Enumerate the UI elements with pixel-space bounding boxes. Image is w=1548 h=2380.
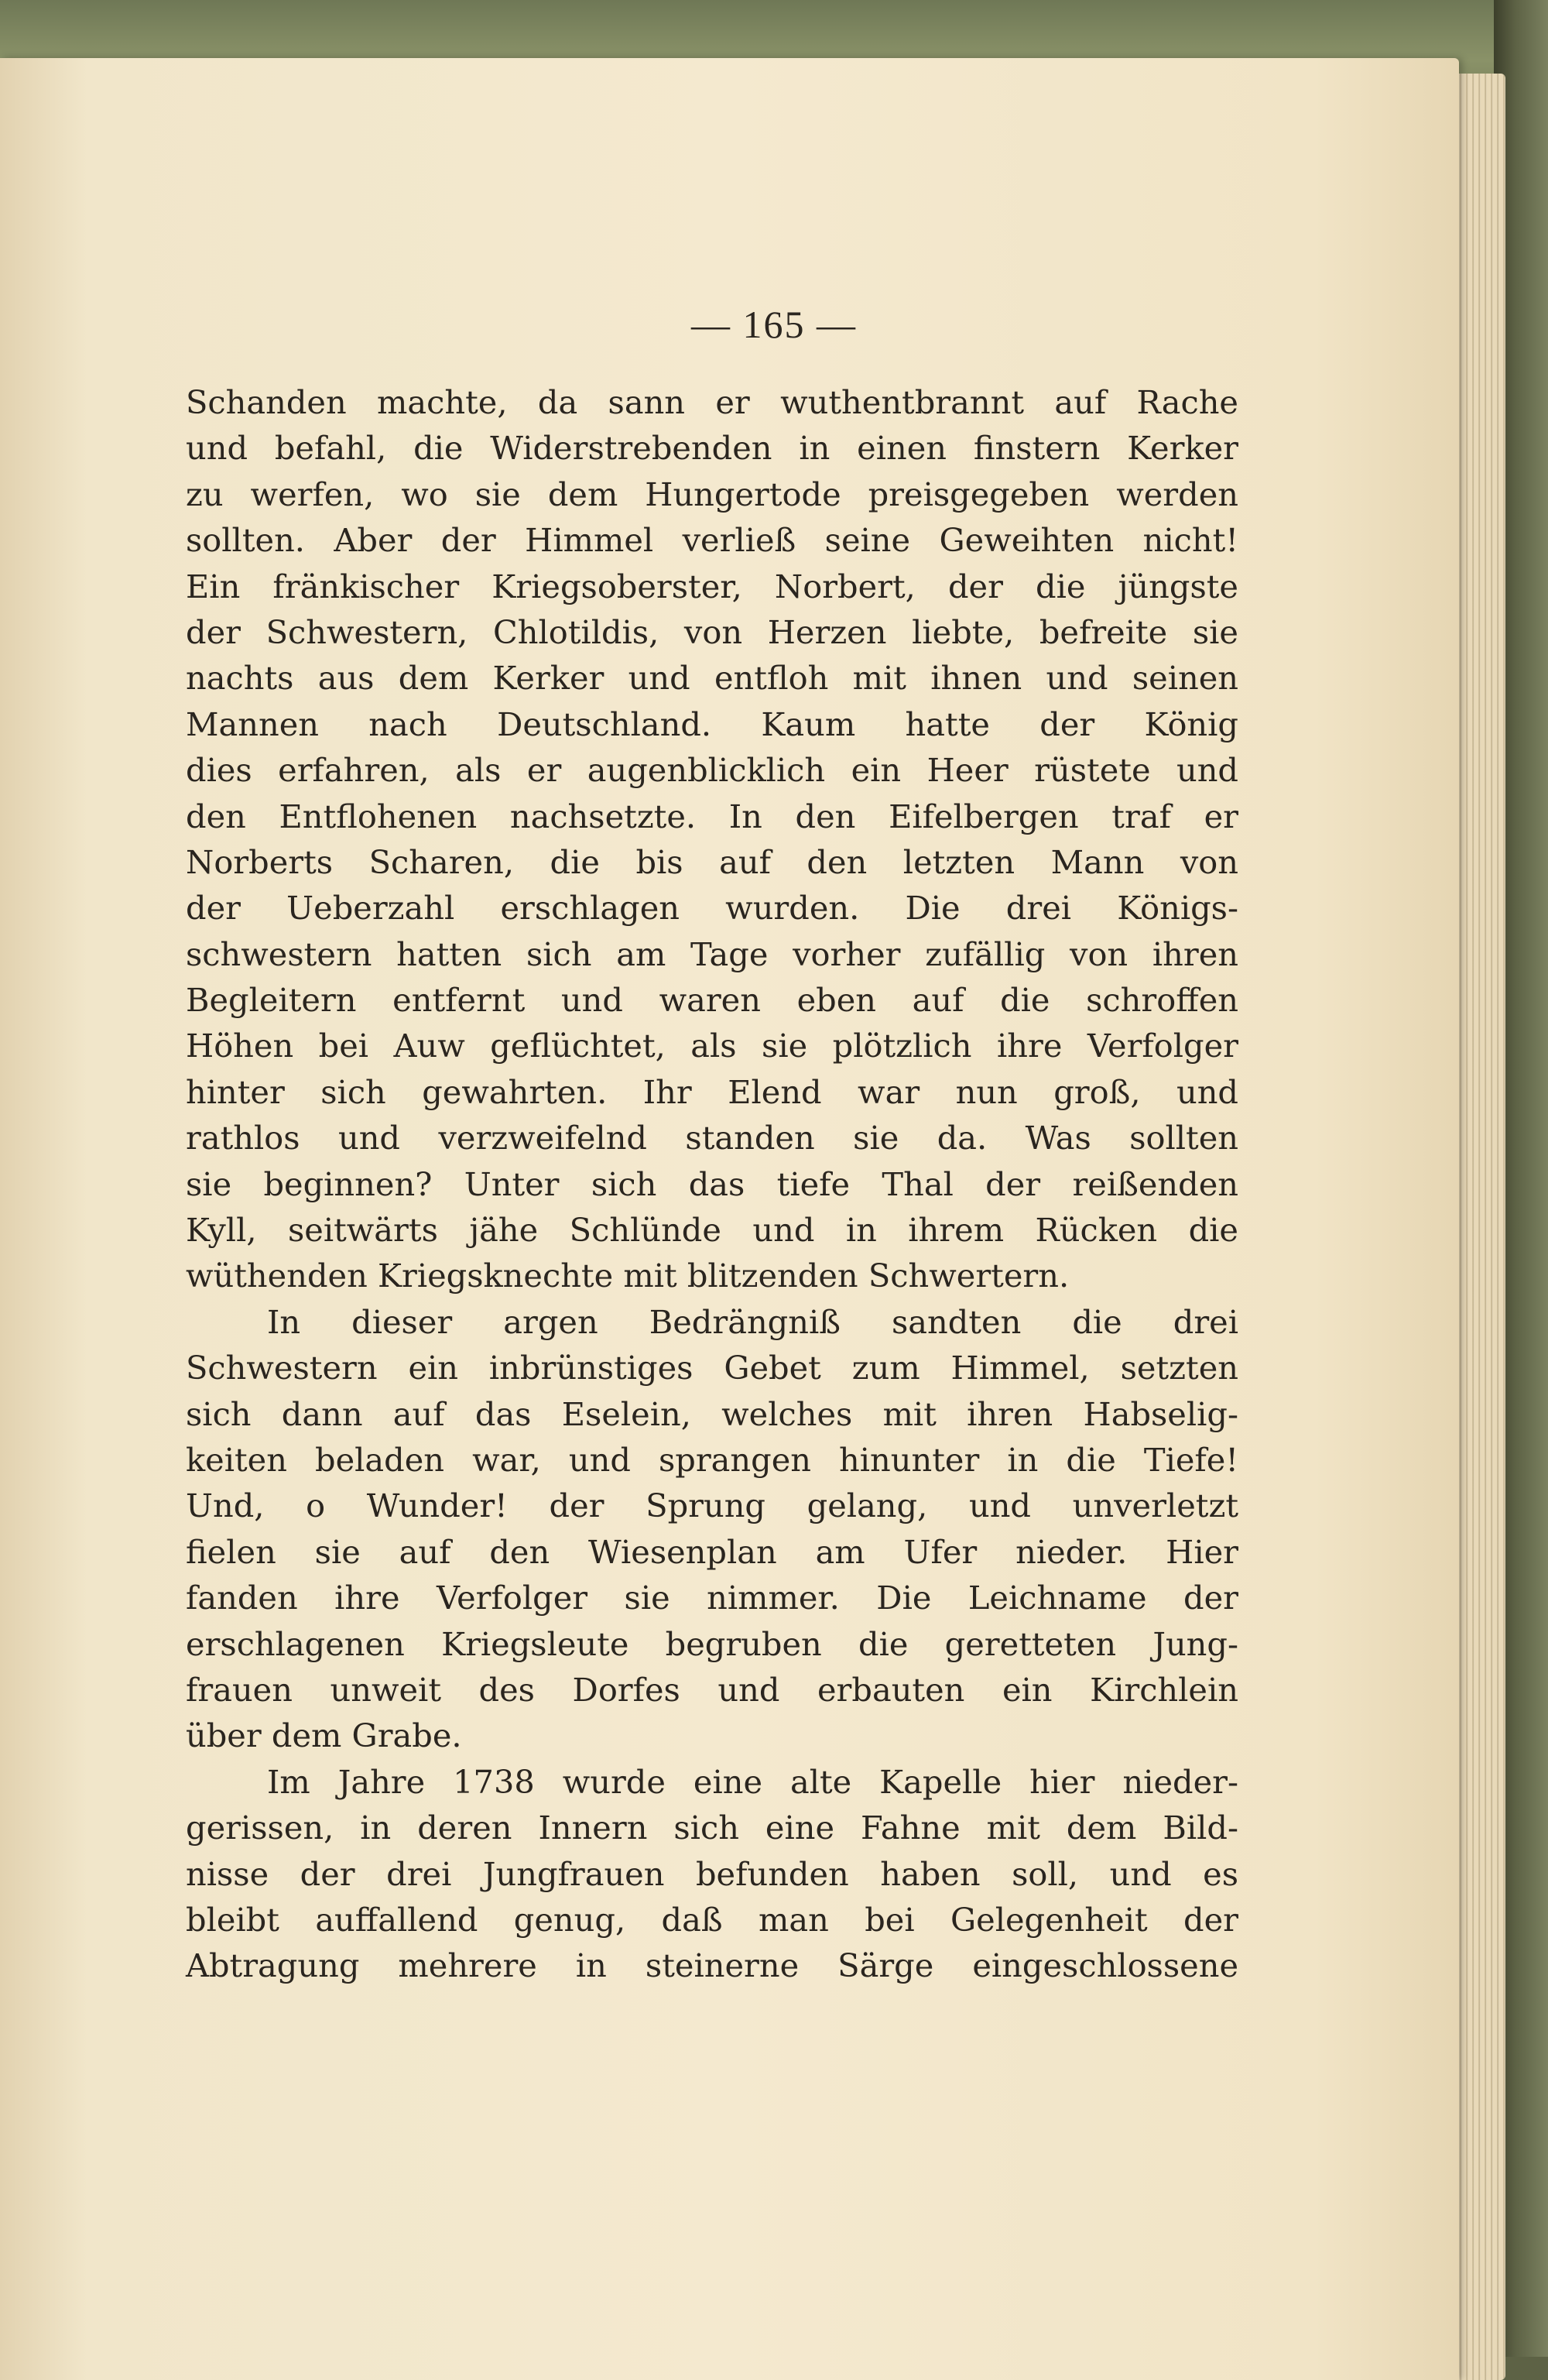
text-line: dies erfahren, als er augenblicklich ein Heer rüstete und xyxy=(186,751,1238,790)
text-line: zu werfen, wo sie dem Hungertode preisgegeben werden xyxy=(186,475,1238,513)
text-line: Mannen nach Deutschland. Kaum hatte der König xyxy=(186,705,1238,743)
text-line: und befahl, die Widerstrebenden in einen finstern Kerker xyxy=(186,429,1238,468)
text-line: sich dann auf das Eselein, welches mit ihren Habselig- xyxy=(186,1394,1238,1433)
text-line: Und, o Wunder! der Sprung gelang, und unverletzt xyxy=(186,1487,1238,1525)
text-line: Kyll, seitwärts jähe Schlünde und in ihrem Rücken die xyxy=(186,1211,1238,1250)
text-line: den Entflohenen nachsetzte. In den Eifelbergen traf er xyxy=(186,797,1238,835)
page-body-text xyxy=(186,379,1238,1989)
text-line: nachts aus dem Kerker und entfloh mit ihnen und seinen xyxy=(186,659,1238,698)
text-line: Ein fränkischer Kriegsoberster, Norbert, der die jüngste xyxy=(186,567,1238,605)
text-line: erschlagenen Kriegsleute begruben die geretteten Jung- xyxy=(186,1624,1238,1663)
text-line: fanden ihre Verfolger sie nimmer. Die Leichname der xyxy=(186,1579,1238,1617)
text-line: nisse der drei Jungfrauen befunden haben soll, und es xyxy=(186,1854,1238,1893)
text-line: Schanden machte, da sann er wuthentbrannt auf Rache xyxy=(186,383,1238,421)
text-line: der Schwestern, Chlotildis, von Herzen liebte, befreite sie xyxy=(186,612,1238,651)
text-line: bleibt auffallend genug, daß man bei Gelegenheit der xyxy=(186,1900,1238,1939)
text-line: Norberts Scharen, die bis auf den letzten Mann von xyxy=(186,842,1238,881)
text-line: schwestern hatten sich am Tage vorher zufällig von ihren xyxy=(186,935,1238,973)
text-line: hinter sich gewahrten. Ihr Elend war nun groß, und xyxy=(186,1072,1238,1111)
page-number: — 165 — xyxy=(691,303,857,346)
text-line: sie beginnen? Unter sich das tiefe Thal der reißenden xyxy=(186,1164,1238,1203)
text-line: fielen sie auf den Wiesenplan am Ufer nieder. Hier xyxy=(186,1532,1238,1571)
text-line: Im Jahre 1738 wurde eine alte Kapelle hier nieder- xyxy=(267,1762,1238,1801)
text-line: Abtragung mehrere in steinerne Särge eingeschlossene xyxy=(186,1946,1238,1985)
text-line: Schwestern ein inbrünstiges Gebet zum Himmel, setzten xyxy=(186,1349,1238,1387)
text-line: frauen unweit des Dorfes und erbauten ein Kirchlein xyxy=(186,1670,1238,1709)
text-line: gerissen, in deren Innern sich eine Fahne mit dem Bild- xyxy=(186,1809,1238,1847)
text-line: Begleitern entfernt und waren eben auf die schroffen xyxy=(186,981,1238,1020)
text-line: rathlos und verzweifelnd standen sie da. Was sollten xyxy=(186,1119,1238,1157)
text-line: In dieser argen Bedrängniß sandten die drei xyxy=(267,1302,1238,1341)
text-line: keiten beladen war, und sprangen hinunter in die Tiefe! xyxy=(186,1440,1238,1479)
text-line: über dem Grabe. xyxy=(186,1716,462,1755)
text-line: der Ueberzahl erschlagen wurden. Die drei Königs- xyxy=(186,889,1238,928)
text-line: sollten. Aber der Himmel verließ seine Geweihten nicht! xyxy=(186,521,1238,560)
text-line: Höhen bei Auw geflüchtet, als sie plötzlich ihre Verfolger xyxy=(186,1027,1238,1065)
text-line: wüthenden Kriegsknechte mit blitzenden Schwertern. xyxy=(186,1257,1070,1295)
